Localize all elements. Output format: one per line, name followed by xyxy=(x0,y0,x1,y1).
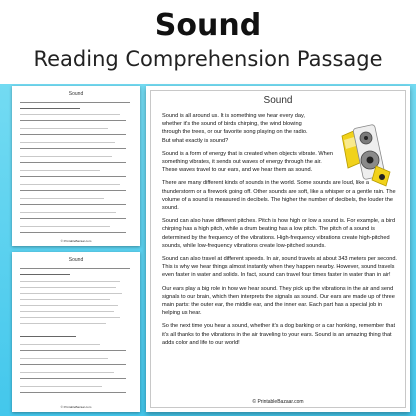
passage-paragraph: So the next time you hear a sound, whether it's a dog barking or a car honking, remember that it's all thanks to the vibrations in the air traveling to your ears. Sound is an amazing thing that adds color and life to our world! xyxy=(162,323,396,346)
preview-title: Sound xyxy=(68,91,84,97)
worksheet-preview-true-false xyxy=(12,252,140,412)
page-title: Sound xyxy=(154,8,262,43)
passage-paragraph: Sound can also travel at different speeds. In air, sound travels at about 343 meters per second. This is why we hear things almost instantly when they happen nearby. However, sound travels even faster in water and solids. In fact, sound can travel four times faster in water than in air! xyxy=(162,256,397,279)
passage-title: Sound xyxy=(263,95,293,106)
passage-paragraph: Our ears play a big role in how we hear sound. They pick up the vibrations in the air and send signals to our brain, which then interprets the signals as sound. Our ears are made up of three main parts: the outer ear, the middle ear, and the inner ear. Each part has a special job in helping us hear. xyxy=(162,285,395,317)
page-subtitle: Reading Comprehension Passage xyxy=(33,47,383,71)
preview-footer-2: © PrintableBazaar.com xyxy=(60,405,92,409)
passage-paragraph: Sound is a form of energy that is created when objects vibrate. When something vibrates, it sends out waves of energy through the air. These waves travel to our ears, and we hear them as sound. xyxy=(162,150,334,174)
header-banner xyxy=(0,0,416,84)
passage-paragraph: There are many different kinds of sounds in the world. Some sounds are loud, like a thunderstorm or a firework going off. Other sounds are soft, like a whisper or a gentle rain. The volume of a sound is measured in decibels. The higher the number of decibels, the louder the sound. xyxy=(162,180,396,212)
worksheet-preview-questions xyxy=(12,86,140,246)
passage-paragraph: Sound can also have different pitches. Pitch is how high or low a sound is. For example, a bird chirping has a high pitch, while a drum beating has a low pitch. The pitch of a sound is determined by the frequency of the vibrations. High-frequency vibrations create high-pitched sounds, while low-frequency vibrations create low-pitched sounds. xyxy=(162,218,396,249)
passage-page xyxy=(146,86,410,412)
preview-footer: © PrintableBazaar.com xyxy=(60,239,92,243)
preview-title-2: Sound xyxy=(68,257,84,263)
passage-body xyxy=(162,112,398,352)
passage-footer: © PrintableBazaar.com xyxy=(252,399,304,405)
passage-paragraph: Sound is all around us. It is something we hear every day, whether it's the sound of birds chirping, the wind blowing through the trees, or our favorite song playing on the radio. But what exactly is sound? xyxy=(162,113,308,144)
